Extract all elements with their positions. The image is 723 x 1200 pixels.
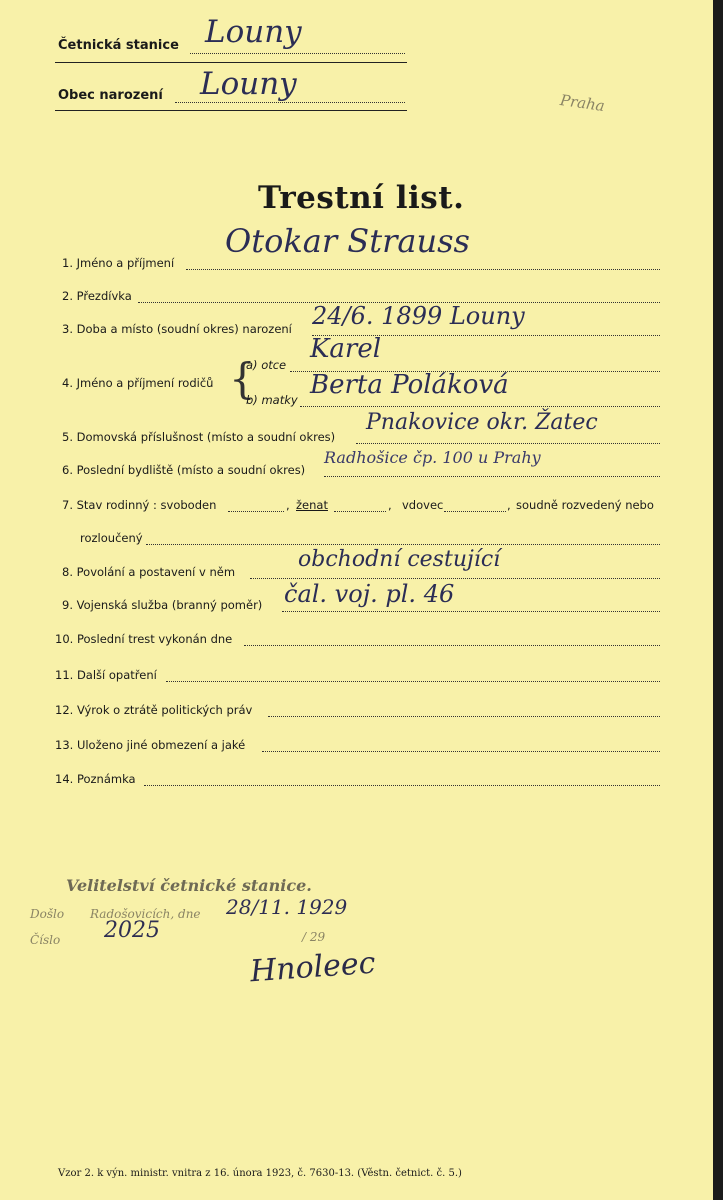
station-label: Četnická stanice <box>58 38 179 53</box>
signature: Hnoleec <box>248 945 377 990</box>
field-5-line <box>356 443 660 444</box>
field-7-single-line <box>228 511 284 512</box>
field-6-value: Radhošice čp. 100 u Prahy <box>324 448 541 467</box>
field-4b-line <box>300 406 660 407</box>
stamp-received-date: 28/11. 1929 <box>226 895 348 919</box>
field-2-label: 2. Přezdívka <box>62 289 132 303</box>
parents-brace: { <box>229 354 256 403</box>
birthplace-rule <box>55 110 407 111</box>
field-11-label: 11. Další opatření <box>55 668 157 682</box>
field-13-line <box>262 751 660 752</box>
form-footer: Vzor 2. k výn. ministr. vnitra z 16. února 1923, č. 7630-13. (Věstn. četnict. č. 5.) <box>58 1168 462 1179</box>
stamp-number-suffix: / 29 <box>302 930 326 944</box>
document-title: Trestní list. <box>258 180 465 216</box>
field-4b-label: b) matky <box>246 393 298 407</box>
field-8-value: obchodní cestující <box>298 547 501 572</box>
stamp-received-prefix: Došlo <box>30 907 65 921</box>
birthplace-dots <box>175 102 405 103</box>
field-4b-value: Berta Poláková <box>310 370 509 400</box>
stamp-number-value: 2025 <box>104 918 160 943</box>
field-6-label: 6. Poslední bydliště (místo a soudní okres) <box>62 463 306 477</box>
field-7-widower: vdovec <box>402 498 444 512</box>
field-7-widower-line <box>444 511 506 512</box>
field-4a-value: Karel <box>310 334 382 364</box>
stamp-number-prefix: Číslo <box>30 933 61 947</box>
field-9-value: čal. voj. pl. 46 <box>284 580 455 608</box>
field-13-label: 13. Uloženo jiné obmezení a jaké <box>55 738 246 752</box>
field-8-label: 8. Povolání a postavení v něm <box>62 565 236 579</box>
field-1-line <box>186 269 660 270</box>
station-dots <box>190 53 405 54</box>
field-12-line <box>268 716 660 717</box>
field-1-label: 1. Jméno a příjmení <box>62 256 175 270</box>
scan-edge <box>713 0 723 1200</box>
field-9-label: 9. Vojenská služba (branný poměr) <box>62 598 263 612</box>
field-3-label: 3. Doba a místo (soudní okres) narození <box>62 322 292 336</box>
field-14-line <box>144 785 660 786</box>
field-7-divorced: soudně rozvedený nebo <box>516 498 654 512</box>
document-page: Četnická stanice Louny Obec narození Louny Praha Trestní list. 1. Jméno a příjmení Otokar Strauss 2. Přezdívka 3. Doba a místo (soudní okres) narození 24/6. 1899 Louny 4. Jméno a příjmení rodičů { a) otce Karel b) matky Berta Poláková 5. Domovská příslušnost (místo a soudní okres) Pnakovice okr. Žatec 6. Poslední bydliště (místo a soudní okres) Radhošice čp. 100 u Prahy 7. Stav rodinný : svoboden , ženat , vdovec , soudně rozvedený nebo rozloučený 8. Povolání a postavení v něm obchodní cestující 9. Vojenská služba (branný poměr) čal. voj. pl. 46 10. Poslední trest vykonán dne 11. Další opatření 12. Výrok o ztrátě politických práv 13. Uloženo jiné obmezení a jaké 14. Poznámka Velitelství četnické stanice. Došlo Radošovicích, dne 28/11. 1929 Číslo 2025 / 29 Hnoleec Vzor 2. k výn. ministr. vnitra z 16. února 1923, č. 7630-13. (Věstn. četnict. č. 5.) <box>0 0 713 1200</box>
birthplace-value: Louny <box>200 66 297 102</box>
corner-note: Praha <box>558 90 606 116</box>
field-7-married-line <box>334 511 386 512</box>
field-6-line <box>324 476 660 477</box>
station-rule <box>55 62 407 63</box>
field-8-line <box>250 578 660 579</box>
field-7-married: ženat <box>296 498 328 512</box>
field-12-label: 12. Výrok o ztrátě politických práv <box>55 703 253 717</box>
field-4-label: 4. Jméno a příjmení rodičů <box>62 376 214 390</box>
station-value: Louny <box>205 14 302 50</box>
field-10-line <box>244 645 660 646</box>
field-4a-label: a) otce <box>246 358 287 372</box>
field-7-label: 7. Stav rodinný : svoboden <box>62 498 217 512</box>
field-7-separated: rozloučený <box>80 531 143 545</box>
field-14-label: 14. Poznámka <box>55 772 136 786</box>
birthplace-label: Obec narození <box>58 88 163 103</box>
field-11-line <box>166 681 660 682</box>
stamp-received-place: Radošovicích, dne <box>90 907 201 921</box>
field-5-label: 5. Domovská příslušnost (místo a soudní okres) <box>62 430 336 444</box>
stamp-line-1: Velitelství četnické stanice. <box>66 876 312 895</box>
field-10-label: 10. Poslední trest vykonán dne <box>55 632 233 646</box>
field-3-value: 24/6. 1899 Louny <box>312 302 525 330</box>
field-1-value: Otokar Strauss <box>225 222 470 260</box>
field-9-line <box>282 611 660 612</box>
field-7-separated-line <box>146 544 660 545</box>
field-5-value: Pnakovice okr. Žatec <box>366 410 598 435</box>
